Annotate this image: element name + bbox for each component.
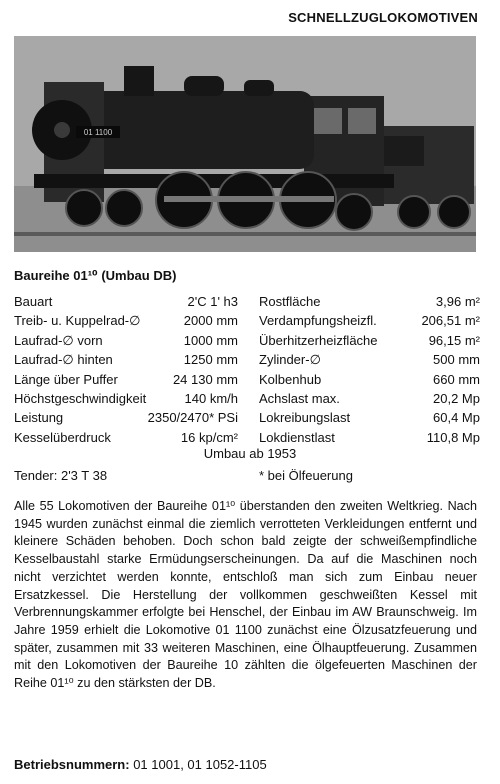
spec-label: Höchstgeschwindigkeit <box>14 390 147 406</box>
spec-row <box>14 428 238 447</box>
spec-label: Laufrad-∅ hinten <box>14 352 113 368</box>
spec-label: Lokdienstlast <box>259 429 335 445</box>
spec-row <box>14 311 238 330</box>
spec-label: Lokreibungslast <box>259 410 351 426</box>
spec-row <box>14 370 238 389</box>
spec-row <box>259 350 480 369</box>
spec-value: 110,8 Mp <box>426 429 480 445</box>
spec-row <box>259 408 480 427</box>
spec-row <box>14 331 238 350</box>
spec-value: 140 km/h <box>184 390 238 406</box>
spec-value: 96,15 m² <box>428 332 480 348</box>
description-paragraph: Alle 55 Lokomotiven der Baureihe 01¹⁰ überstanden den zweiten Weltkrieg. Nach 1945 wurden zunächst einmal die ziemlich verrotteten Verkleidungen entfernt und kleinere Schäden behoben. Doch schon bald zeigte der schweißempfindliche Kesselbaustahl starke Ermüdungserscheinungen. Da auf die Maschinen noch nicht verzichtet werden konnte, entschloß man sich zum Einbau neuer Ersatzkessel. Die Herstellung der vollkommen geschweißten Kessel mit Verbrennungskammer erfolgte bei Henschel, der Einbau im AW Braunschweig. Im Jahre 1959 erhielt die Lokomotive 01 1100 zunächst eine Ölzusatzfeuerung und später, zusammen mit 33 weiteren Maschinen, eine Ölhauptfeuerung. Zusammen mit den Lokomotiven der Baureihe 10 zählten die ölgefeuerten Maschinen der Reihe 01¹⁰ zu den stärksten der DB. <box>14 499 477 691</box>
spec-label: Kolbenhub <box>259 371 322 387</box>
tender-type: Tender: 2'3 T 38 <box>14 468 108 483</box>
spec-value: 2350/2470* PSi <box>147 410 238 426</box>
spec-value: 3,96 m² <box>435 294 480 309</box>
spec-label: Überhitzerheizfläche <box>259 332 378 348</box>
spec-label: Leistung <box>14 410 64 426</box>
operating-numbers-label: Betriebsnummern: <box>14 757 130 772</box>
spec-column-left <box>14 292 238 447</box>
locomotive-photo <box>14 36 476 252</box>
spec-row <box>14 408 238 427</box>
rebuild-note: Umbau ab 1953 <box>203 446 297 461</box>
spec-label: Zylinder-∅ <box>259 352 321 368</box>
section-header: SCHNELLZUGLOKOMOTIVEN <box>288 10 478 25</box>
spec-label: Verdampfungsheizfl. <box>259 313 377 329</box>
spec-column-right <box>259 292 480 447</box>
spec-label: Rostfläche <box>259 294 321 309</box>
spec-row <box>259 311 480 330</box>
spec-row <box>14 292 238 311</box>
spec-row <box>14 350 238 369</box>
spec-row <box>259 331 480 350</box>
oil-firing-footnote: * bei Ölfeuerung <box>259 468 353 483</box>
spec-label: Laufrad-∅ vorn <box>14 332 103 348</box>
spec-value: 500 mm <box>433 352 480 368</box>
spec-value: 60,4 Mp <box>433 410 480 426</box>
operating-numbers <box>14 757 267 772</box>
spec-label: Achslast max. <box>259 390 340 406</box>
spec-row <box>259 428 480 447</box>
spec-value: 1250 mm <box>183 352 238 368</box>
locomotive-illustration <box>14 36 476 252</box>
spec-label: Länge über Puffer <box>14 371 118 387</box>
spec-value: 206,51 m² <box>421 313 480 329</box>
spec-value: 660 mm <box>433 371 480 387</box>
spec-row <box>259 292 480 311</box>
spec-value: 2000 mm <box>183 313 238 329</box>
spec-value: 20,2 Mp <box>433 390 480 406</box>
spec-value: 16 kp/cm² <box>180 429 238 445</box>
locomotive-title: Baureihe 01¹⁰ (Umbau DB) <box>14 268 177 283</box>
spec-row <box>259 370 480 389</box>
spec-row <box>14 389 238 408</box>
spec-label: Bauart <box>14 294 53 309</box>
operating-numbers-value: 01 1001, 01 1052-1105 <box>133 757 267 772</box>
spec-value: 24 130 mm <box>172 371 238 387</box>
spec-value: 1000 mm <box>183 332 238 348</box>
spec-label: Treib- u. Kuppelrad-∅ <box>14 313 141 329</box>
spec-label: Kesselüberdruck <box>14 429 111 445</box>
spec-value: 2'C 1' h3 <box>187 294 238 309</box>
spec-row <box>259 389 480 408</box>
number-plate-text: 01 1100 <box>83 128 113 137</box>
